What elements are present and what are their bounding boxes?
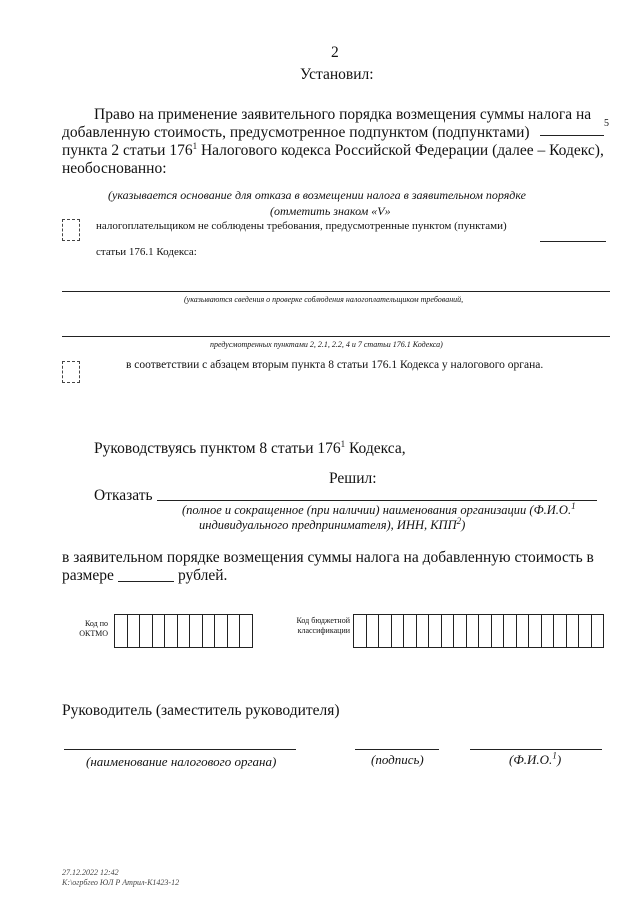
fio-caption-b: ): [556, 752, 562, 767]
oktmo-cell[interactable]: [140, 615, 153, 647]
intro-line-2: [62, 124, 530, 142]
guided-by-sup: 1: [340, 438, 346, 449]
org-hint-line-2-sup: 2: [456, 515, 462, 526]
amount-blank: [118, 581, 174, 582]
oktmo-cell[interactable]: [128, 615, 141, 647]
option-1-checkbox[interactable]: [62, 219, 80, 241]
org-hint-line-2: [199, 515, 466, 533]
kbk-cell[interactable]: [554, 615, 567, 647]
kbk-cell[interactable]: [354, 615, 367, 647]
kbk-cell[interactable]: [467, 615, 480, 647]
option-2-checkbox[interactable]: [62, 361, 80, 383]
kbk-cell[interactable]: [379, 615, 392, 647]
amount-line-1: в заявительном порядке возмещения суммы налога на добавленную стоимость в: [62, 549, 594, 566]
decided-heading: Решил:: [329, 470, 377, 487]
option-1-points-blank: [540, 241, 606, 242]
kbk-code-cells[interactable]: [353, 614, 604, 648]
amount-line-2-a: размере: [62, 567, 114, 584]
oktmo-cell[interactable]: [215, 615, 228, 647]
kbk-cell[interactable]: [392, 615, 405, 647]
organization-name-line: [157, 500, 597, 501]
fio-line: [470, 749, 602, 750]
oktmo-cell[interactable]: [165, 615, 178, 647]
footer-timestamp: 27.12.2022 12:42: [62, 868, 119, 877]
amount-line-2-b: рублей.: [178, 567, 228, 584]
page-number: 2: [331, 44, 339, 61]
tax-authority-line: [64, 749, 296, 750]
refuse-label: Отказать: [94, 487, 153, 504]
signature-caption: (подпись): [371, 752, 424, 767]
intro-line-3-sup: 1: [192, 140, 198, 151]
oktmo-cell[interactable]: [228, 615, 241, 647]
guided-by-b: Кодекса,: [345, 440, 406, 457]
check-hint-1: (указываются сведения о проверке соблюдения налогоплательщиком требований,: [184, 295, 464, 304]
tax-authority-caption: (наименование налогового органа): [86, 754, 277, 769]
fio-caption: [509, 752, 561, 768]
org-hint-line-1-a: (полное и сокращенное (при наличии) наименования организации (Ф.И.О.: [182, 503, 572, 517]
intro-footnote-5: 5: [604, 118, 609, 129]
oktmo-label-2: ОКТМО: [79, 629, 108, 638]
intro-line-3-b: Налогового кодекса Российской Федерации (далее – Кодекс),: [197, 142, 604, 159]
guided-by-a: Руководствуясь пунктом 8 статьи 176: [94, 440, 341, 457]
intro-line-4: необоснованно:: [62, 160, 167, 177]
kbk-cell[interactable]: [567, 615, 580, 647]
option-2-text: в соответствии с абзацем вторым пункта 8 статьи 176.1 Кодекса у налогового органа.: [126, 359, 544, 371]
intro-line-1: Право на применение заявительного порядка возмещения суммы налога на: [94, 106, 592, 123]
kbk-cell[interactable]: [367, 615, 380, 647]
kbk-cell[interactable]: [504, 615, 517, 647]
oktmo-cell[interactable]: [115, 615, 128, 647]
oktmo-cell[interactable]: [178, 615, 191, 647]
kbk-cell[interactable]: [492, 615, 505, 647]
option-1-line-2: статьи 176.1 Кодекса:: [96, 246, 197, 258]
org-hint-line-2-a: индивидуального предпринимателя), ИНН, КПП: [199, 518, 457, 532]
fio-caption-a: (Ф.И.О.: [509, 752, 553, 767]
kbk-cell[interactable]: [529, 615, 542, 647]
oktmo-label: [62, 619, 108, 639]
intro-line-2-text: добавленную стоимость, предусмотренное подпунктом (подпунктами): [62, 124, 530, 141]
check-hint-2: предусмотренных пунктами 2, 2.1, 2.2, 4 и 7 статьи 176.1 Кодекса): [210, 340, 443, 349]
signature-line: [355, 749, 439, 750]
kbk-label-2: классификации: [297, 626, 350, 635]
check-info-line-2: [62, 336, 610, 337]
check-info-line-1: [62, 291, 610, 292]
kbk-label-1: Код бюджетной: [296, 616, 350, 625]
kbk-cell[interactable]: [429, 615, 442, 647]
kbk-cell[interactable]: [417, 615, 430, 647]
org-hint-line-1-sup: 1: [571, 500, 576, 511]
kbk-cell[interactable]: [542, 615, 555, 647]
subparagraph-blank: [540, 135, 604, 136]
basis-hint-line-1: (указывается основание для отказа в возмещении налога в заявительном порядке: [108, 188, 527, 202]
kbk-cell[interactable]: [479, 615, 492, 647]
intro-line-3-a: пункта 2 статьи 176: [62, 142, 193, 159]
option-1-line-1: налогоплательщиком не соблюдены требования, предусмотренные пунктом (пунктами): [96, 220, 507, 232]
oktmo-cell[interactable]: [190, 615, 203, 647]
fio-caption-sup: 1: [552, 750, 557, 761]
kbk-label: [264, 616, 350, 636]
guided-by-line: [94, 440, 406, 458]
intro-line-3: [62, 142, 604, 160]
kbk-cell[interactable]: [579, 615, 592, 647]
basis-hint-line-2: (отметить знаком «V»: [270, 204, 391, 218]
org-hint-line-2-b: ): [461, 518, 466, 532]
section-heading: Установил:: [300, 66, 374, 83]
kbk-cell[interactable]: [404, 615, 417, 647]
kbk-cell[interactable]: [454, 615, 467, 647]
signature-head: Руководитель (заместитель руководителя): [62, 702, 340, 719]
kbk-cell[interactable]: [442, 615, 455, 647]
oktmo-code-cells[interactable]: [114, 614, 253, 648]
oktmo-cell[interactable]: [203, 615, 216, 647]
oktmo-cell[interactable]: [153, 615, 166, 647]
footer-file-path: К:\огрбгео ЮЛ Р Атрил-К1423-12: [62, 878, 180, 887]
kbk-cell[interactable]: [592, 615, 605, 647]
oktmo-label-1: Код по: [84, 619, 108, 628]
org-hint-line-1: [182, 500, 576, 518]
oktmo-cell[interactable]: [240, 615, 253, 647]
kbk-cell[interactable]: [517, 615, 530, 647]
